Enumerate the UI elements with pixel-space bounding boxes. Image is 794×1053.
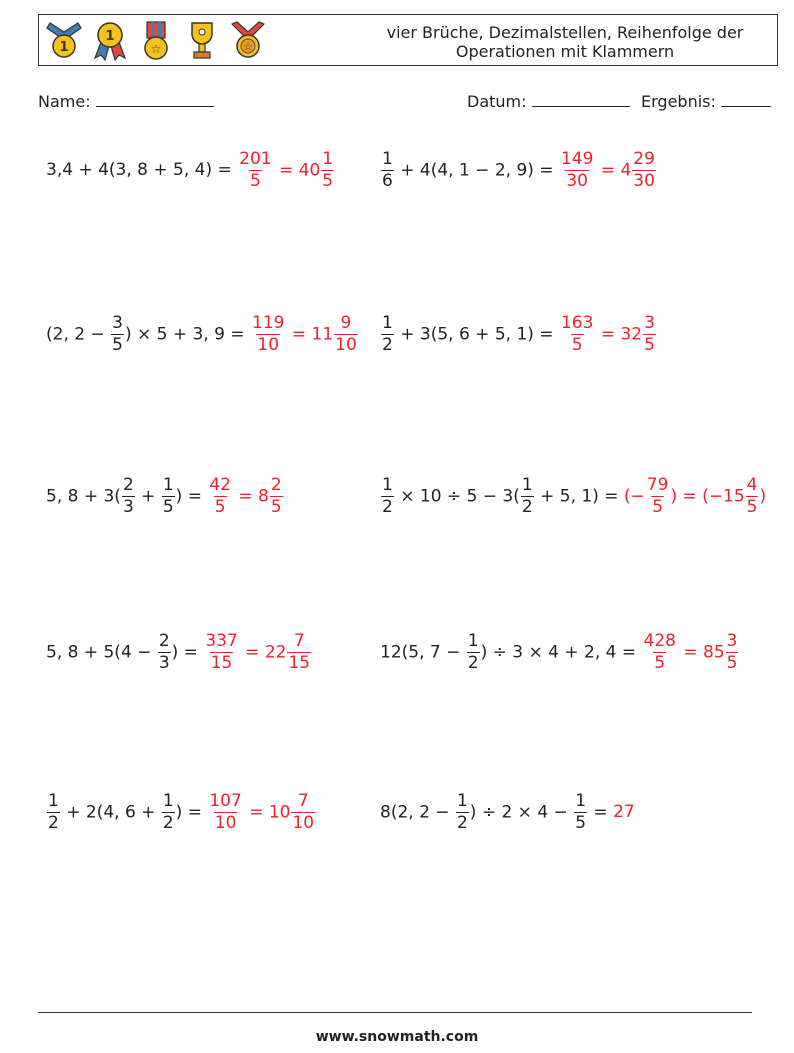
fraction-numerator: 3 — [112, 312, 123, 333]
medal-star-striped-ribbon-icon — [135, 20, 177, 62]
fraction-denominator: 5 — [270, 496, 282, 517]
problem-8 — [380, 624, 739, 680]
expr-text: ) ÷ 3 × 4 + 2, 4 = — [480, 642, 642, 662]
fraction — [381, 148, 394, 191]
expr-text: + 3(5, 6 + 5, 1) = — [394, 324, 559, 344]
fraction-denominator: 2 — [48, 812, 59, 833]
expr-text: + 2(4, 6 + — [60, 802, 161, 822]
problem-answer — [237, 148, 335, 191]
problem-answer — [642, 630, 740, 673]
problem-1 — [46, 142, 335, 198]
fraction-denominator: 10 — [257, 334, 280, 355]
fraction-numerator: 1 — [467, 630, 479, 651]
fraction — [726, 630, 739, 673]
fraction-denominator: 2 — [382, 496, 393, 517]
problem-question — [380, 630, 642, 673]
problem-7 — [46, 624, 312, 680]
fraction — [287, 630, 311, 673]
fraction-denominator: 5 — [249, 170, 261, 191]
fraction — [521, 474, 534, 517]
expr-text: (2, 2 − — [46, 324, 111, 344]
fraction-numerator: 1 — [382, 312, 393, 333]
fraction-denominator: 3 — [122, 496, 134, 517]
fraction-denominator: 5 — [654, 652, 666, 673]
problem-answer — [559, 148, 657, 191]
fraction-numerator: 1 — [575, 790, 587, 811]
expr-text: = 22 — [239, 642, 287, 662]
fraction-numerator: 107 — [209, 790, 242, 811]
svg-text:☆: ☆ — [243, 40, 253, 53]
problem-question — [46, 160, 237, 180]
expr-text: = 4 — [595, 160, 632, 180]
fraction-denominator: 15 — [210, 652, 233, 673]
problem-question — [380, 474, 624, 517]
problem-answer — [559, 312, 657, 355]
fraction-numerator: 337 — [205, 630, 238, 651]
date-field[interactable] — [467, 92, 630, 111]
fraction — [643, 630, 677, 673]
expr-text: + — [135, 486, 161, 506]
expr-text: = 10 — [243, 802, 291, 822]
problem-question — [380, 312, 559, 355]
fraction-numerator: 428 — [643, 630, 676, 651]
expr-text: ) = — [175, 802, 208, 822]
expr-text: 27 — [613, 802, 635, 822]
problem-answer — [207, 790, 316, 833]
fraction — [47, 790, 60, 833]
fraction-denominator: 10 — [214, 812, 237, 833]
fraction — [560, 148, 594, 191]
fraction-numerator: 1 — [382, 474, 393, 495]
expr-text: = 32 — [595, 324, 643, 344]
fraction-denominator: 2 — [162, 812, 174, 833]
fraction-denominator: 15 — [288, 652, 311, 673]
title-line-2: Operationen mit Klammern — [455, 42, 675, 61]
problem-question — [46, 474, 208, 517]
problem-question — [46, 630, 204, 673]
fraction — [291, 790, 315, 833]
expr-text: 5, 8 + 3( — [46, 486, 121, 506]
problem-answer — [207, 474, 283, 517]
fraction-numerator: 163 — [560, 312, 594, 333]
fraction — [381, 312, 394, 355]
fraction-numerator: 119 — [252, 312, 285, 333]
fraction — [467, 630, 480, 673]
expr-text: 3,4 + 4(3, 8 + 5, 4) = — [46, 160, 238, 180]
fraction — [321, 148, 334, 191]
expr-text: 12(5, 7 − — [380, 642, 466, 662]
footer-divider — [38, 1012, 752, 1013]
problem-answer — [613, 802, 635, 822]
expr-text: ) = — [175, 486, 208, 506]
fraction-numerator: 1 — [382, 148, 393, 169]
fraction-denominator: 10 — [335, 334, 357, 355]
fraction-denominator: 3 — [158, 652, 170, 673]
fraction-numerator: 7 — [297, 790, 309, 811]
fraction-numerator: 1 — [48, 790, 59, 811]
medal-1-rosette-icon — [89, 20, 131, 62]
expr-text: 5, 8 + 5(4 − — [46, 642, 157, 662]
date-label: Datum: — [467, 92, 527, 111]
fraction-numerator: 3 — [726, 630, 738, 651]
expr-text: ) — [759, 486, 767, 506]
fraction — [162, 790, 175, 833]
problem-question — [380, 790, 614, 833]
result-field[interactable] — [641, 92, 771, 111]
fraction — [204, 630, 238, 673]
fraction — [208, 474, 232, 517]
fraction — [456, 790, 469, 833]
problem-question — [380, 148, 559, 191]
medal-1-blue-ribbon-icon — [43, 20, 85, 62]
fraction-numerator: 2 — [270, 474, 282, 495]
fraction — [746, 474, 759, 517]
fraction-numerator: 201 — [239, 148, 272, 169]
fraction — [270, 474, 283, 517]
fraction-denominator: 5 — [162, 496, 174, 517]
fraction-numerator: 7 — [293, 630, 305, 651]
problem-answer — [623, 474, 767, 517]
fraction — [646, 474, 670, 517]
fraction — [251, 312, 285, 355]
svg-text:1: 1 — [59, 40, 69, 55]
expr-text: = — [588, 802, 614, 822]
fraction-denominator: 5 — [112, 334, 123, 355]
expr-text: ) = (−15 — [670, 486, 745, 506]
fraction-denominator: 10 — [292, 812, 315, 833]
fraction-denominator: 2 — [521, 496, 533, 517]
expr-text: ) × 5 + 3, 9 = — [124, 324, 250, 344]
expr-text: = 11 — [286, 324, 334, 344]
fraction-denominator: 5 — [726, 652, 738, 673]
fraction — [632, 148, 656, 191]
result-label: Ergebnis: — [641, 92, 716, 111]
fraction-numerator: 3 — [644, 312, 655, 333]
header-box — [38, 14, 778, 66]
name-blank[interactable] — [96, 92, 214, 107]
fraction-denominator: 5 — [214, 496, 226, 517]
problem-10 — [380, 784, 635, 840]
fraction — [122, 474, 135, 517]
fraction-numerator: 2 — [158, 630, 170, 651]
fraction-denominator: 5 — [575, 812, 587, 833]
result-blank[interactable] — [721, 92, 771, 107]
worksheet-title — [365, 23, 765, 61]
fraction-numerator: 1 — [162, 790, 174, 811]
problem-answer — [250, 312, 359, 355]
fraction-numerator: 149 — [560, 148, 594, 169]
fraction-denominator: 30 — [633, 170, 655, 191]
problem-9 — [46, 784, 316, 840]
fraction-denominator: 30 — [566, 170, 588, 191]
fraction-numerator: 1 — [456, 790, 468, 811]
name-field[interactable] — [38, 92, 214, 111]
expr-text: ) = — [171, 642, 204, 662]
fraction-denominator: 2 — [456, 812, 468, 833]
fraction — [560, 312, 594, 355]
title-line-1: vier Brüche, Dezimalstellen, Reihenfolge der — [386, 23, 744, 42]
fraction — [238, 148, 272, 191]
fraction-numerator: 42 — [209, 474, 231, 495]
fraction-numerator: 9 — [340, 312, 352, 333]
fraction-denominator: 6 — [382, 170, 393, 191]
fraction-numerator: 2 — [122, 474, 134, 495]
fraction-numerator: 4 — [746, 474, 758, 495]
name-label: Name: — [38, 92, 91, 111]
date-blank[interactable] — [532, 92, 630, 107]
fraction — [111, 312, 124, 355]
fraction-denominator: 5 — [322, 170, 334, 191]
expr-text: (− — [623, 486, 645, 506]
fraction-denominator: 5 — [571, 334, 583, 355]
fraction-denominator: 2 — [467, 652, 479, 673]
fraction-numerator: 1 — [322, 148, 334, 169]
problem-question — [46, 312, 250, 355]
expr-text: 8(2, 2 − — [380, 802, 455, 822]
svg-text:☆: ☆ — [150, 42, 162, 56]
problem-3 — [46, 306, 359, 362]
fraction — [334, 312, 358, 355]
trophy-cup-icon — [181, 20, 223, 62]
problem-2 — [380, 142, 657, 198]
expr-text: = 8 — [233, 486, 269, 506]
fraction-denominator: 2 — [382, 334, 393, 355]
expr-text: + 4(4, 1 − 2, 9) = — [394, 160, 559, 180]
problem-6 — [380, 468, 766, 524]
fraction — [208, 790, 242, 833]
expr-text: = 40 — [273, 160, 321, 180]
fraction — [574, 790, 587, 833]
expr-text: × 10 ÷ 5 − 3( — [394, 486, 520, 506]
fraction-numerator: 1 — [162, 474, 174, 495]
fraction — [158, 630, 171, 673]
problem-answer — [203, 630, 312, 673]
fraction — [643, 312, 656, 355]
fraction-denominator: 5 — [652, 496, 664, 517]
expr-text: = 85 — [677, 642, 725, 662]
fraction-numerator: 29 — [633, 148, 655, 169]
expr-text: + 5, 1) = — [534, 486, 624, 506]
problem-5 — [46, 468, 284, 524]
fraction — [381, 474, 394, 517]
fraction-numerator: 79 — [646, 474, 669, 495]
svg-text:1: 1 — [105, 29, 115, 44]
expr-text: ) ÷ 2 × 4 − — [469, 802, 574, 822]
problem-4 — [380, 306, 657, 362]
fraction-denominator: 5 — [644, 334, 655, 355]
fraction-denominator: 5 — [746, 496, 758, 517]
problem-question — [46, 790, 208, 833]
fraction — [162, 474, 175, 517]
fraction-numerator: 1 — [521, 474, 533, 495]
footer-website: www.snowmath.com — [315, 1029, 479, 1045]
medal-star-red-ribbon-icon — [227, 20, 269, 62]
